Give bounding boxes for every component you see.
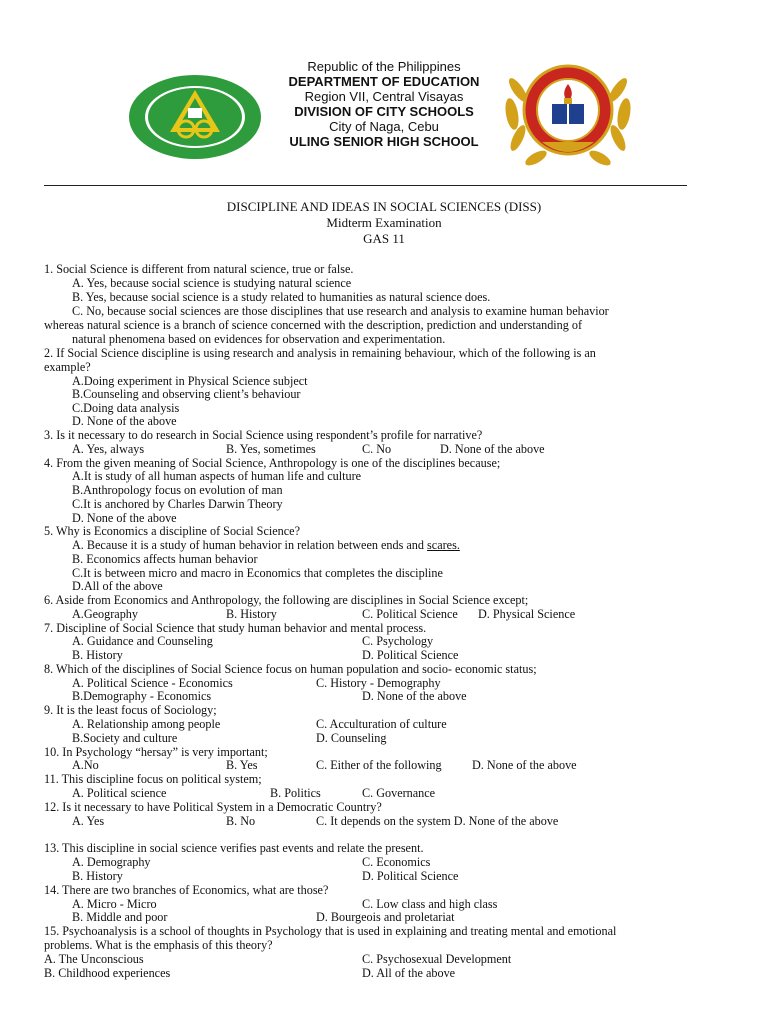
question-10-option-c: C. Either of the following (316, 758, 442, 772)
header-division: DIVISION OF CITY SCHOOLS (294, 104, 474, 119)
header-city: City of Naga, Cebu (329, 119, 439, 134)
question-6-option-b: B. History (226, 607, 277, 621)
question-2-option-d: D. None of the above (72, 414, 177, 428)
question-5-option-b: B. Economics affects human behavior (72, 552, 258, 566)
question-10-option-a: A.No (72, 758, 99, 772)
question-10-option-b: B. Yes (226, 758, 258, 772)
question-14-option-a: A. Micro - Micro (72, 897, 157, 911)
question-1-option-c-cont: whereas natural science is a branch of science concerned with the description, prediction and understanding of (44, 318, 583, 332)
question-12: 12. Is it necessary to have Political System in a Democratic Country? (44, 800, 382, 814)
question-12-option-c: C. It depends on the system D. None of the above (316, 814, 559, 828)
question-4-option-d: D. None of the above (72, 511, 177, 525)
header-department: DEPARTMENT OF EDUCATION (288, 74, 480, 89)
question-15-option-d: D. All of the above (362, 966, 456, 980)
exam-title: DISCIPLINE AND IDEAS IN SOCIAL SCIENCES (DISS) (226, 199, 542, 214)
question-6-option-a: A.Geography (72, 607, 138, 621)
question-10-option-d: D. None of the above (472, 758, 577, 772)
question-1-option-c-cont: natural phenomena based on evidences for observation and experimentation. (72, 332, 446, 346)
question-12-option-b: B. No (226, 814, 256, 828)
question-7: 7. Discipline of Social Science that study human behavior and mental process. (44, 621, 427, 635)
question-9-option-b: B.Society and culture (72, 731, 178, 745)
question-5-option-c: C.It is between micro and macro in Economics that completes the discipline (72, 566, 443, 580)
header-republic: Republic of the Philippines (307, 59, 461, 74)
question-11-option-b: B. Politics (270, 786, 321, 800)
question-6-option-d: D. Physical Science (478, 607, 576, 621)
exam-type: Midterm Examination (326, 215, 442, 230)
question-7-option-a: A. Guidance and Counseling (72, 634, 213, 648)
question-8-option-c: C. History - Demography (316, 676, 441, 690)
question-4-option-c: C.It is anchored by Charles Darwin Theory (72, 497, 283, 511)
header-region: Region VII, Central Visayas (304, 89, 464, 104)
question-3-option-c: C. No (362, 442, 392, 456)
question-15-cont: problems. What is the emphasis of this theory? (44, 938, 273, 952)
question-1-option-a: A. Yes, because social science is studying natural science (72, 276, 352, 290)
question-2-option-b: B.Counseling and observing client’s behaviour (72, 387, 301, 401)
question-8-option-a: A. Political Science - Economics (72, 676, 233, 690)
question-5: 5. Why is Economics a discipline of Social Science? (44, 524, 300, 538)
question-3-option-b: B. Yes, sometimes (226, 442, 316, 456)
question-15: 15. Psychoanalysis is a school of thoughts in Psychology that is used in explaining and treating mental and emotional (44, 924, 617, 938)
question-4-option-b: B.Anthropology focus on evolution of man (72, 483, 283, 497)
question-13: 13. This discipline in social science verifies past events and relate the present. (44, 841, 424, 855)
question-3-option-d: D. None of the above (440, 442, 545, 456)
question-7-option-c: C. Psychology (362, 634, 434, 648)
question-5-option-a (72, 538, 460, 552)
question-1-option-c: C. No, because social sciences are those disciplines that use research and analysis to examine human behavior (72, 304, 609, 318)
question-8: 8. Which of the disciplines of Social Science focus on human population and socio- economic status; (44, 662, 537, 676)
question-14: 14. There are two branches of Economics, what are those? (44, 883, 329, 897)
header-divider (44, 185, 687, 186)
question-11-option-c: C. Governance (362, 786, 436, 800)
question-4-option-a: A.It is study of all human aspects of human life and culture (72, 469, 362, 483)
question-10: 10. In Psychology “hersay” is very important; (44, 745, 268, 759)
question-11-option-a: A. Political science (72, 786, 167, 800)
question-8-option-d: D. None of the above (362, 689, 467, 703)
underlined-word: scares. (427, 538, 460, 552)
question-11: 11. This discipline focus on political system; (44, 772, 262, 786)
question-15-option-a: A. The Unconscious (44, 952, 144, 966)
question-3: 3. Is it necessary to do research in Social Science using respondent’s profile for narrative? (44, 428, 483, 442)
exam-grade: GAS 11 (363, 231, 405, 246)
question-4: 4. From the given meaning of Social Science, Anthropology is one of the disciplines because; (44, 456, 501, 470)
question-13-option-d: D. Political Science (362, 869, 459, 883)
question-2-option-a: A.Doing experiment in Physical Science subject (72, 374, 308, 388)
question-7-option-b: B. History (72, 648, 123, 662)
question-5-option-a-text: A. Because it is a study of human behavior in relation between ends and (72, 538, 428, 552)
question-3-option-a: A. Yes, always (72, 442, 145, 456)
question-12-option-a: A. Yes (72, 814, 105, 828)
question-6: 6. Aside from Economics and Anthropology, the following are disciplines in Social Science except; (44, 593, 529, 607)
question-14-option-c: C. Low class and high class (362, 897, 498, 911)
question-7-option-d: D. Political Science (362, 648, 459, 662)
question-1-option-b: B. Yes, because social science is a study related to humanities as natural science does. (72, 290, 491, 304)
question-14-option-b: B. Middle and poor (72, 910, 168, 924)
header-school: ULING SENIOR HIGH SCHOOL (289, 134, 479, 149)
question-13-option-c: C. Economics (362, 855, 431, 869)
question-9: 9. It is the least focus of Sociology; (44, 703, 217, 717)
question-9-option-d: D. Counseling (316, 731, 387, 745)
question-9-option-c: C. Acculturation of culture (316, 717, 447, 731)
question-2-cont: example? (44, 360, 91, 374)
question-2-option-c: C.Doing data analysis (72, 401, 180, 415)
question-8-option-b: B.Demography - Economics (72, 689, 212, 703)
question-13-option-a: A. Demography (72, 855, 151, 869)
question-1: 1. Social Science is different from natural science, true or false. (44, 262, 354, 276)
question-15-option-b: B. Childhood experiences (44, 966, 171, 980)
question-14-option-d: D. Bourgeois and proletariat (316, 910, 455, 924)
question-13-option-b: B. History (72, 869, 123, 883)
question-5-option-d: D.All of the above (72, 579, 163, 593)
question-9-option-a: A. Relationship among people (72, 717, 221, 731)
question-2: 2. If Social Science discipline is using research and analysis in remaining behaviour, which of the following is an (44, 346, 596, 360)
question-15-option-c: C. Psychosexual Development (362, 952, 512, 966)
question-6-option-c: C. Political Science (362, 607, 458, 621)
